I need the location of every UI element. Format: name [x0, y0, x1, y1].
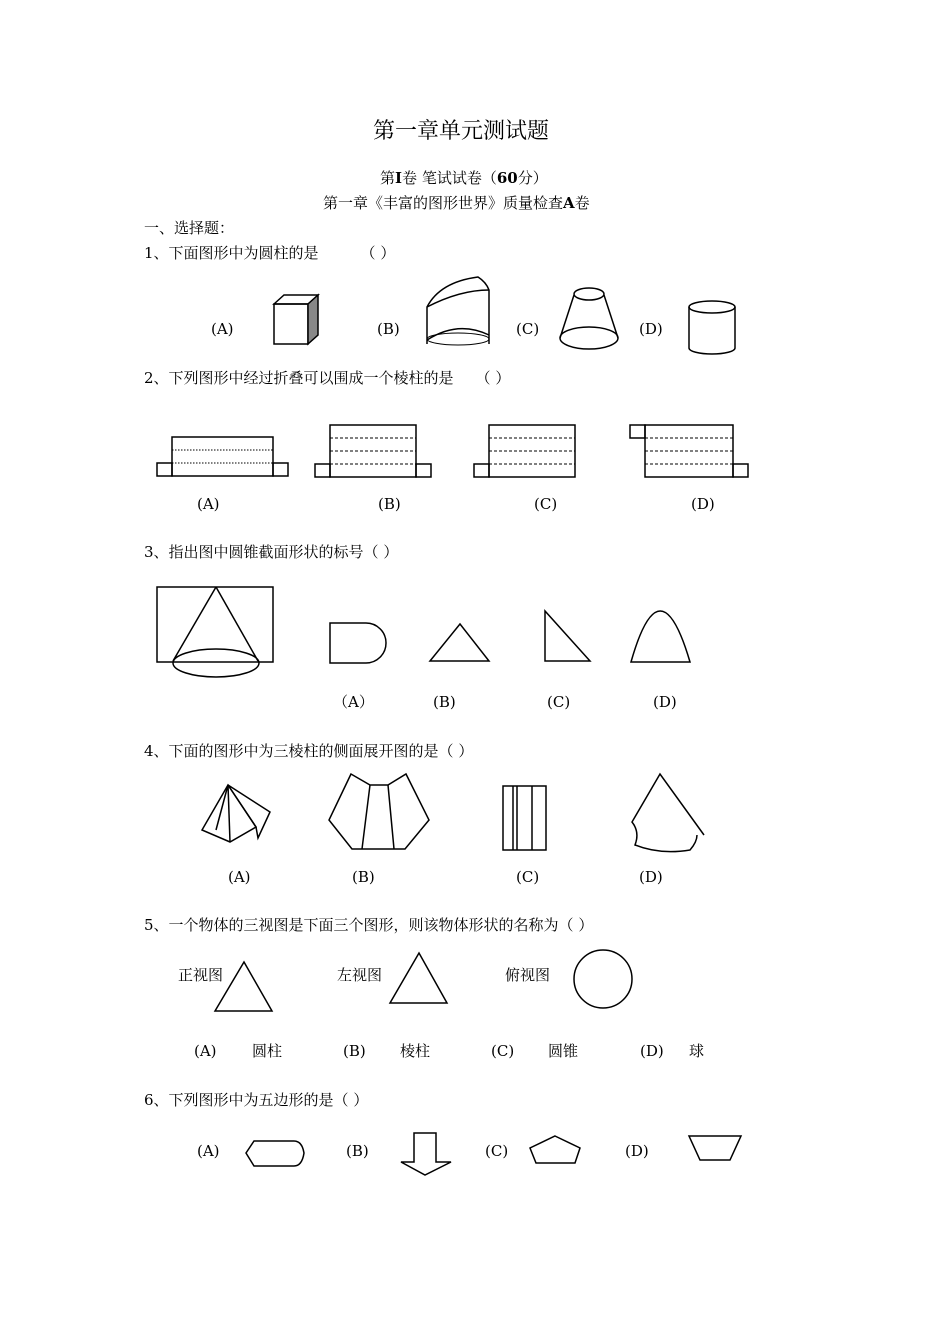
side-view-label: 左视图: [337, 966, 383, 984]
q3-shape-c: [545, 611, 590, 661]
q5-answer-a: 圆柱: [252, 1042, 283, 1060]
subtitle1-part3: 卷 笔试试卷（: [402, 169, 497, 187]
q3-shape-d: [631, 611, 690, 662]
q5-side-view-triangle: [390, 953, 447, 1003]
q6-shape-c: [530, 1136, 580, 1163]
q6-option-d: (D): [625, 1142, 649, 1160]
q3-option-a: （A）: [333, 693, 374, 711]
section-heading: 一、选择题：: [144, 219, 235, 237]
q2-net-b-figure: [315, 425, 431, 477]
q6-shape-d: [689, 1136, 741, 1160]
q1-frustum-figure: [560, 288, 618, 349]
q6-option-b: (B): [346, 1142, 369, 1160]
q4-option-c: (C): [516, 868, 540, 886]
q5-option-a: (A): [194, 1042, 217, 1060]
q5-option-c: (C): [491, 1042, 515, 1060]
q4-shape-a: [202, 785, 270, 842]
page-title: 第一章单元测试题: [373, 119, 550, 144]
q5-answer-b: 棱柱: [400, 1042, 431, 1060]
question-6-text: 6、下列图形中为五边形的是（ ）: [144, 1091, 369, 1109]
q4-option-b: (B): [352, 868, 375, 886]
q6-option-a: (A): [197, 1142, 220, 1160]
q4-shape-b: [329, 774, 429, 849]
q3-shape-a: [330, 623, 386, 663]
q4-option-d: (D): [639, 868, 663, 886]
subtitle2-part2: A: [563, 194, 575, 212]
q5-front-view-triangle: [215, 962, 272, 1011]
question-3-text: 3、指出图中圆锥截面形状的标号（ ）: [144, 543, 399, 561]
question-2-paren: （ ）: [475, 369, 511, 387]
q2-option-c: (C): [534, 495, 558, 513]
subtitle2-part3: 卷: [574, 194, 590, 212]
q1-cube-figure: [274, 295, 318, 344]
q1-cylinder-figure: [689, 301, 735, 354]
q1-option-b: (B): [377, 320, 400, 338]
q4-option-a: (A): [228, 868, 251, 886]
q2-net-a-figure: [157, 437, 288, 476]
q3-option-b: (B): [433, 693, 456, 711]
q2-net-c-figure: [474, 425, 575, 477]
q5-option-d: (D): [640, 1042, 664, 1060]
question-1-stem: 1、下面图形中为圆柱的是: [144, 244, 319, 262]
question-5-text: 5、一个物体的三视图是下面三个图形，则该物体形状的名称为（ ）: [144, 916, 594, 934]
front-view-label: 正视图: [178, 966, 224, 984]
subtitle1-part1: 第: [380, 169, 396, 187]
q3-option-d: (D): [653, 693, 677, 711]
q3-option-c: (C): [547, 693, 571, 711]
question-2-stem: 2、下列图形中经过折叠可以围成一个棱柱的是: [144, 369, 454, 387]
q5-answer-c: 圆锥: [548, 1042, 579, 1060]
q2-net-d-figure: [630, 425, 748, 477]
q2-option-d: (D): [691, 495, 715, 513]
q2-option-a: (A): [197, 495, 220, 513]
top-view-label: 俯视图: [505, 966, 551, 984]
q1-option-a: (A): [211, 320, 234, 338]
q1-option-c: (C): [516, 320, 540, 338]
q6-option-c: (C): [485, 1142, 509, 1160]
q6-shape-b: [401, 1133, 451, 1175]
q3-cone-section-figure: [157, 587, 273, 677]
subtitle1-part2: I: [395, 169, 403, 187]
q3-shape-b: [430, 624, 489, 661]
q5-answer-d: 球: [689, 1042, 705, 1060]
q4-shape-c: [503, 786, 546, 850]
question-1-paren: （ ）: [360, 244, 396, 262]
q5-option-b: (B): [343, 1042, 366, 1060]
subtitle2-part1: 第一章《丰富的图形世界》质量检查: [323, 194, 564, 212]
subtitle1-part5: 分）: [517, 169, 548, 187]
q1-slanted-cylinder-figure: [427, 277, 489, 345]
q1-option-d: (D): [639, 320, 663, 338]
q6-shape-a: [246, 1141, 304, 1166]
subtitle1-part4: 60: [496, 169, 518, 187]
q4-shape-d: [632, 774, 704, 852]
question-4-text: 4、下面的图形中为三棱柱的侧面展开图的是（ ）: [144, 742, 474, 760]
q2-option-b: (B): [378, 495, 401, 513]
q5-top-view-circle: [574, 950, 632, 1008]
